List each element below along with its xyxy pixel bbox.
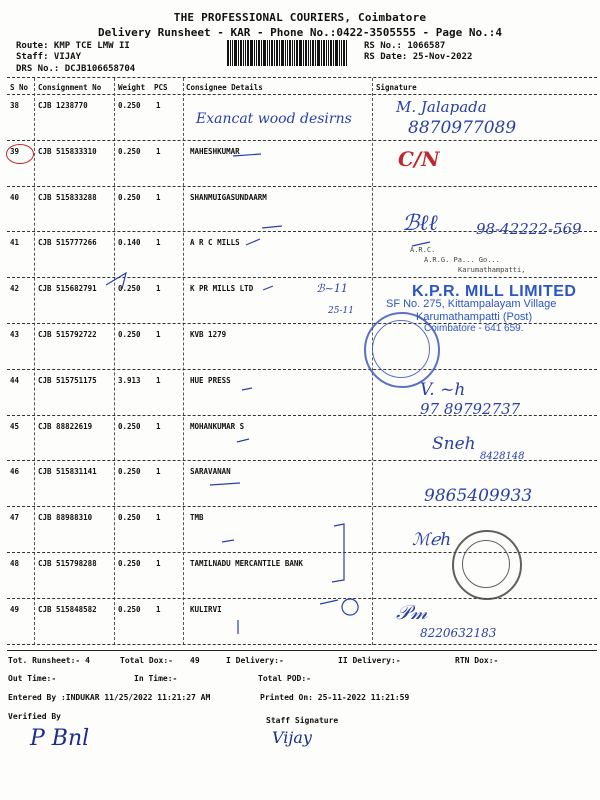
row-pcs: 1	[156, 284, 161, 293]
row-consignee: A R C MILLS	[190, 238, 240, 247]
signature-row-45: Sneh	[432, 434, 476, 454]
rs-date: RS Date: 25-Nov-2022	[364, 52, 473, 62]
staff-signature: Vijay	[272, 728, 312, 747]
row-consignment-no: CJB 515833288	[38, 193, 97, 202]
row-pcs: 1	[156, 330, 161, 339]
col-header-signature: Signature	[376, 83, 417, 92]
col-header-weight: Weight	[118, 83, 146, 92]
row-pcs: 1	[156, 559, 161, 568]
col-header-pcs: PCS	[154, 83, 168, 92]
out-time: Out Time:-	[8, 674, 57, 683]
row-sno: 45	[10, 422, 20, 431]
row-weight: 0.250	[118, 284, 141, 293]
row-weight: 0.250	[118, 605, 141, 614]
row-consignee: K PR MILLS LTD	[190, 284, 254, 293]
row-sno: 39	[10, 147, 20, 156]
kpr-stamp-company: K.P.R. MILL LIMITED	[412, 283, 577, 300]
verified-signature: P Bnl	[30, 726, 90, 751]
col-header-consignee: Consignee Details	[186, 83, 263, 92]
row-weight: 0.250	[118, 422, 141, 431]
kpr-stamp-line3: Coimbatore - 641 659.	[424, 323, 524, 334]
row-sno: 40	[10, 193, 20, 202]
row-consignment-no: CJB 515848582	[38, 605, 97, 614]
row-pcs: 1	[156, 513, 161, 522]
runsheet-subtitle: Delivery Runsheet - KAR - Phone No.:0422-3505555 - Page No.:4	[98, 26, 502, 39]
row-consignee: TAMILNADU MERCANTILE BANK	[190, 559, 303, 568]
initials-row-42b: 25-11	[328, 306, 354, 316]
signature-phone-row-45: 8428148	[480, 451, 525, 462]
row-pcs: 1	[156, 376, 161, 385]
row-consignment-no: CJB 515777266	[38, 238, 97, 247]
row-consignment-no: CJB 515682791	[38, 284, 97, 293]
row-pcs: 1	[156, 101, 161, 110]
row-consignee: MOHANKUMAR S	[190, 422, 245, 431]
arc-stamp-line2: A.R.G. Pa... Go...	[424, 256, 500, 264]
row-sno: 41	[10, 238, 20, 247]
signature-scribble-41: ℬℓℓ	[402, 211, 438, 236]
row-weight: 0.250	[118, 101, 141, 110]
row-pcs: 1	[156, 238, 161, 247]
row-consignee: MAHESHKUMAR	[190, 147, 240, 156]
row-consignee: TMB	[190, 513, 204, 522]
row-consignee: SARAVANAN	[190, 467, 231, 476]
row-consignee: KULIRVI	[190, 605, 222, 614]
row-sno: 46	[10, 467, 20, 476]
bank-seal-inner	[462, 540, 510, 588]
row-consignment-no: CJB 515831141	[38, 467, 97, 476]
signature-row-46: 9865409933	[424, 486, 533, 506]
row-weight: 0.140	[118, 238, 141, 247]
row-pcs: 1	[156, 467, 161, 476]
signature-row-38: M. Jalapada	[396, 98, 487, 116]
signature-phone-row-38: 8870977089	[408, 118, 517, 138]
row-weight: 0.250	[118, 513, 141, 522]
handwritten-consignee: Exancat wood desirns	[196, 111, 352, 127]
row-sno: 42	[10, 284, 20, 293]
row-weight: 0.250	[118, 467, 141, 476]
drs-number: DRS No.: DCJB106658704	[16, 64, 136, 74]
row-consignment-no: CJB 515798288	[38, 559, 97, 568]
total-dox-value: 49	[190, 656, 200, 665]
row-sno: 43	[10, 330, 20, 339]
row-weight: 0.250	[118, 559, 141, 568]
row-weight: 0.250	[118, 193, 141, 202]
col-header-sno: S No	[10, 83, 29, 92]
rs-number: RS No.: 1066587	[364, 41, 446, 51]
row-weight: 0.250	[118, 147, 141, 156]
row-consignee: SHANMUIGASUNDAARM	[190, 193, 267, 202]
row-pcs: 1	[156, 605, 161, 614]
page-title: THE PROFESSIONAL COURIERS, Coimbatore	[173, 11, 427, 24]
row-pcs: 1	[156, 193, 161, 202]
total-dox-label: Total Dox:-	[120, 656, 173, 665]
arc-stamp-line1: A.R.C.	[410, 246, 436, 254]
round-seal-inner	[372, 320, 430, 378]
rtn-dox: RTN Dox:-	[455, 656, 499, 665]
route-label: Route: KMP TCE LMW II	[16, 41, 130, 51]
row-consignee: KVB 1279	[190, 330, 227, 339]
signature-row-44: V. ~h	[420, 380, 466, 400]
signature-row-41: 98-42222-569	[476, 220, 582, 238]
arc-stamp-line3: Karumathampatti,	[458, 266, 526, 274]
row-pcs: 1	[156, 422, 161, 431]
kpr-stamp-line2: Karumathampatti (Post)	[416, 311, 533, 323]
row-consignment-no: CJB 88822619	[38, 422, 93, 431]
row-consignment-no: CJB 515792722	[38, 330, 97, 339]
row-consignment-no: CJB 515833310	[38, 147, 97, 156]
row-consignment-no: CJB 515751175	[38, 376, 97, 385]
footer-rule	[7, 650, 597, 651]
signature-phone-row-49: 8220632183	[420, 626, 497, 640]
kpr-stamp-line1: SF No. 275, Kittampalayam Village	[386, 298, 557, 310]
row-sno: 47	[10, 513, 20, 522]
tot-runsheet: Tot. Runsheet:- 4	[8, 656, 90, 665]
row-sno: 49	[10, 605, 20, 614]
row-consignee: HUE PRESS	[190, 376, 231, 385]
signature-scribble-47: ℳℯℎ	[412, 530, 452, 550]
row-sno: 48	[10, 559, 20, 568]
entered-by: Entered By :INDUKAR 11/25/2022 11:21:27 AM	[8, 693, 211, 702]
row-weight: 3.913	[118, 376, 141, 385]
i-delivery: I Delivery:-	[226, 656, 284, 665]
signature-scribble-49: 𝒫𝓂	[396, 600, 428, 624]
row-consignment-no: CJB 88988310	[38, 513, 93, 522]
total-pod: Total POD:-	[258, 674, 311, 683]
staff-signature-label: Staff Signature	[266, 716, 339, 725]
row-pcs: 1	[156, 147, 161, 156]
row-weight: 0.250	[118, 330, 141, 339]
row-sno: 44	[10, 376, 20, 385]
signature-phone-row-44: 97 89792737	[420, 400, 521, 418]
ii-delivery: II Delivery:-	[338, 656, 401, 665]
verified-by: Verified By	[8, 712, 61, 721]
initials-row-42: ℬ~11	[316, 282, 348, 295]
row-sno: 38	[10, 101, 20, 110]
printed-on: Printed On: 25-11-2022 11:21:59	[260, 693, 410, 702]
in-time: In Time:-	[134, 674, 178, 683]
row-consignment-no: CJB 1238770	[38, 101, 88, 110]
col-header-consignment: Consignment No	[38, 83, 102, 92]
staff-label: Staff: VIJAY	[16, 52, 82, 62]
signature-row-39: C/N	[398, 147, 440, 171]
